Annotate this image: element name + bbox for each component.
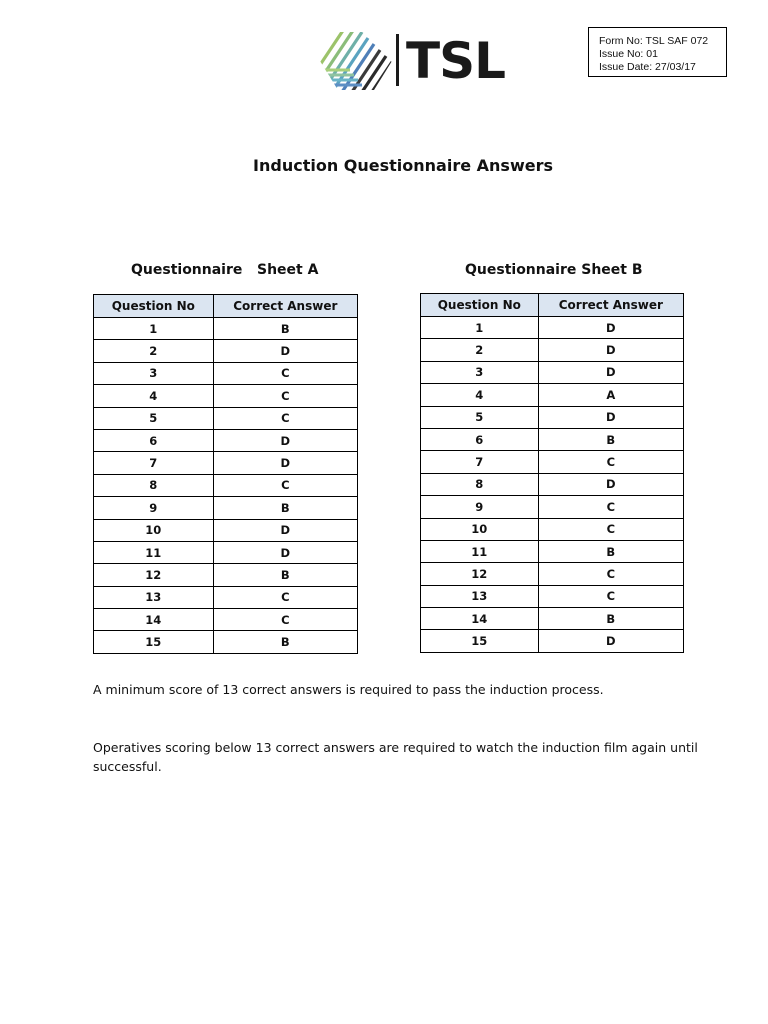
correct-answer-cell: D [538,473,683,495]
correct-answer-cell: B [213,318,357,340]
fail-requirement-note: Operatives scoring below 13 correct answers are required to watch the induction film again until successful. [93,740,698,774]
question-number-cell: 15 [94,631,214,653]
table-row [421,630,684,652]
question-number-cell: 14 [421,608,539,630]
column-header-correct-answer: Correct Answer [213,295,357,318]
question-number-cell: 15 [421,630,539,652]
table-row [94,429,358,451]
correct-answer-cell: D [213,340,357,362]
question-number-cell: 10 [421,518,539,540]
table-row [421,317,684,339]
correct-answer-cell: D [538,339,683,361]
question-number-cell: 3 [94,362,214,384]
correct-answer-cell: D [213,519,357,541]
question-number-cell: 8 [421,473,539,495]
table-row [421,339,684,361]
table-row [94,519,358,541]
question-number-cell: 8 [94,474,214,496]
correct-answer-cell: B [538,608,683,630]
question-number-cell: 9 [94,497,214,519]
question-number-cell: 6 [421,428,539,450]
table-row [421,361,684,383]
correct-answer-cell: A [538,384,683,406]
column-header-question-no: Question No [94,295,214,318]
question-number-cell: 13 [421,585,539,607]
form-info-box [588,27,727,77]
question-number-cell: 12 [94,564,214,586]
correct-answer-cell: C [538,451,683,473]
question-number-cell: 6 [94,429,214,451]
table-row [94,609,358,631]
table-row [94,541,358,563]
question-number-cell: 7 [421,451,539,473]
question-number-cell: 1 [94,318,214,340]
table-row [94,318,358,340]
question-number-cell: 12 [421,563,539,585]
correct-answer-cell: D [538,630,683,652]
correct-answer-cell: D [213,541,357,563]
correct-answer-cell: C [213,407,357,429]
correct-answer-cell: C [213,609,357,631]
correct-answer-cell: C [213,586,357,608]
correct-answer-cell: C [538,585,683,607]
table-row [421,540,684,562]
column-header-question-no: Question No [421,294,539,317]
page-title: Induction Questionnaire Answers [253,156,553,175]
correct-answer-cell: C [213,474,357,496]
pass-requirement-note: A minimum score of 13 correct answers is required to pass the induction process. [93,682,604,697]
question-number-cell: 9 [421,496,539,518]
correct-answer-cell: C [538,518,683,540]
sheet-a-table [93,294,358,654]
sheet-b-heading: Questionnaire Sheet B [465,262,643,278]
question-number-cell: 13 [94,586,214,608]
correct-answer-cell: D [213,429,357,451]
table-row [421,451,684,473]
issue-date: Issue Date: 27/03/17 [599,61,696,73]
correct-answer-cell: B [213,631,357,653]
correct-answer-cell: D [538,361,683,383]
table-row [421,518,684,540]
table-header-row [421,294,684,317]
correct-answer-cell: C [538,496,683,518]
sheet-a-heading: Questionnaire Sheet A [131,262,319,278]
correct-answer-cell: D [538,317,683,339]
correct-answer-cell: C [538,563,683,585]
table-row [94,452,358,474]
table-row [94,385,358,407]
question-number-cell: 14 [94,609,214,631]
question-number-cell: 2 [94,340,214,362]
correct-answer-cell: C [213,385,357,407]
table-row [421,496,684,518]
table-row [94,631,358,653]
table-row [421,563,684,585]
table-row [421,473,684,495]
table-row [94,340,358,362]
logo-divider [396,34,399,86]
correct-answer-cell: B [538,540,683,562]
question-number-cell: 5 [421,406,539,428]
column-header-correct-answer: Correct Answer [538,294,683,317]
sheet-b-table [420,293,684,653]
correct-answer-cell: B [213,564,357,586]
table-row [421,428,684,450]
table-row [94,586,358,608]
table-row [94,474,358,496]
table-row [421,384,684,406]
question-number-cell: 7 [94,452,214,474]
logo-stripes-icon [320,30,392,92]
question-number-cell: 3 [421,361,539,383]
form-number: Form No: TSL SAF 072 [599,35,709,47]
table-row [421,585,684,607]
correct-answer-cell: B [538,428,683,450]
table-header-row [94,295,358,318]
correct-answer-cell: D [538,406,683,428]
table-row [421,608,684,630]
table-row [94,564,358,586]
question-number-cell: 4 [421,384,539,406]
correct-answer-cell: D [213,452,357,474]
question-number-cell: 4 [94,385,214,407]
question-number-cell: 1 [421,317,539,339]
question-number-cell: 5 [94,407,214,429]
question-number-cell: 10 [94,519,214,541]
table-row [94,362,358,384]
correct-answer-cell: B [213,497,357,519]
table-row [421,406,684,428]
question-number-cell: 11 [94,541,214,563]
issue-number: Issue No: 01 [599,48,658,60]
question-number-cell: 11 [421,540,539,562]
table-row [94,407,358,429]
question-number-cell: 2 [421,339,539,361]
table-row [94,497,358,519]
correct-answer-cell: C [213,362,357,384]
logo-text: TSL [406,32,505,90]
